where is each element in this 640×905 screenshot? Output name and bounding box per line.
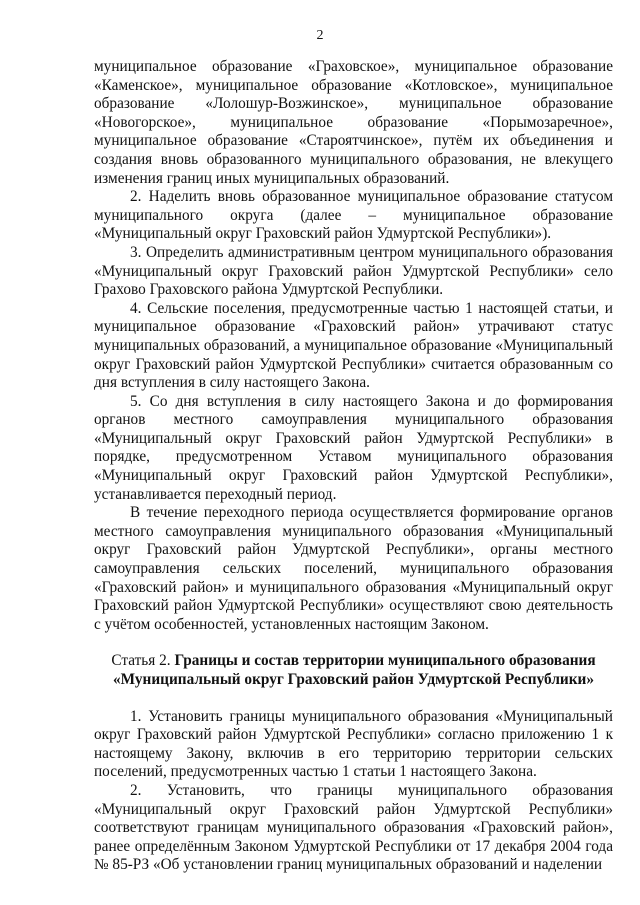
- article-label: Статья 2.: [111, 652, 171, 670]
- paragraph-4: 4. Сельские поселения, предусмотренные частью 1 настоящей статьи, и муниципальное образование «Граховский район» утрачивают статус муниципальных образований, а муниципальное образование «Муниципальный округ Граховский район Удмуртской Республики» считается образованным со дня вступления в силу настоящего Закона.: [94, 299, 613, 392]
- document-body: [94, 58, 613, 875]
- paragraph-transition-period: В течение переходного периода осуществляется формирование органов местного самоуправления муниципального образования «Муниципальный округ Граховский район Удмуртской Республики», органы местного самоуправления сельских поселений, муниципального образования «Граховский район» и муниципального образования «Муниципальный округ Граховский район Удмуртской Республики» осуществляют свою деятельность с учётом особенностей, установленных настоящим Законом.: [94, 504, 613, 633]
- article2-paragraph-1: 1. Установить границы муниципального образования «Муниципальный округ Граховский район Удмуртской Республики» согласно приложению 1 к настоящему Закону, включив в его территорию территории сельских поселений, предусмотренных частью 1 статьи 1 настоящего Закона.: [94, 707, 613, 781]
- paragraph-continuation: муниципальное образование «Граховское», муниципальное образование «Каменское», муниципальное образование «Котловское», муниципальное образование «Лолошур-Возжинское», муниципальное образование «Новогорское», муниципальное образование «Порымозаречное», муниципальное образование «Староятчинское», путём их объединения и создания вновь образованного муниципального образования, не влекущего изменения границ иных муниципальных образований.: [94, 58, 613, 187]
- article2-paragraph-2: 2. Установить, что границы муниципального образования «Муниципальный округ Граховский район Удмуртской Республики» соответствуют границам муниципального образования «Граховский район», ранее определённым Законом Удмуртской Республики от 17 декабря 2004 года № 85-РЗ «Об установлении границ муниципальных образований и наделении: [94, 781, 613, 874]
- article-title: Границы и состав территории муниципального образования «Муниципальный округ Граховский район Удмуртской Республики»: [112, 652, 596, 688]
- page-number: 2: [316, 28, 324, 43]
- paragraph-2: 2. Наделить вновь образованное муниципальное образование статусом муниципального округа (далее – муниципальное образование «Муниципальный округ Граховский район Удмуртской Республики»).: [94, 188, 613, 243]
- paragraph-3: 3. Определить административным центром муниципального образования «Муниципальный округ Граховский район Удмуртской Республики» село Грахово Граховского района Удмуртской Республики.: [94, 243, 613, 299]
- paragraph-5: 5. Со дня вступления в силу настоящего Закона и до формирования органов местного самоуправления муниципального образования «Муниципальный округ Граховский район Удмуртской Республики» в порядке, предусмотренном Уставом муниципального образования «Муниципальный округ Граховский район Удмуртской Республики», устанавливается переходный период.: [94, 392, 613, 503]
- article-heading: [94, 652, 613, 689]
